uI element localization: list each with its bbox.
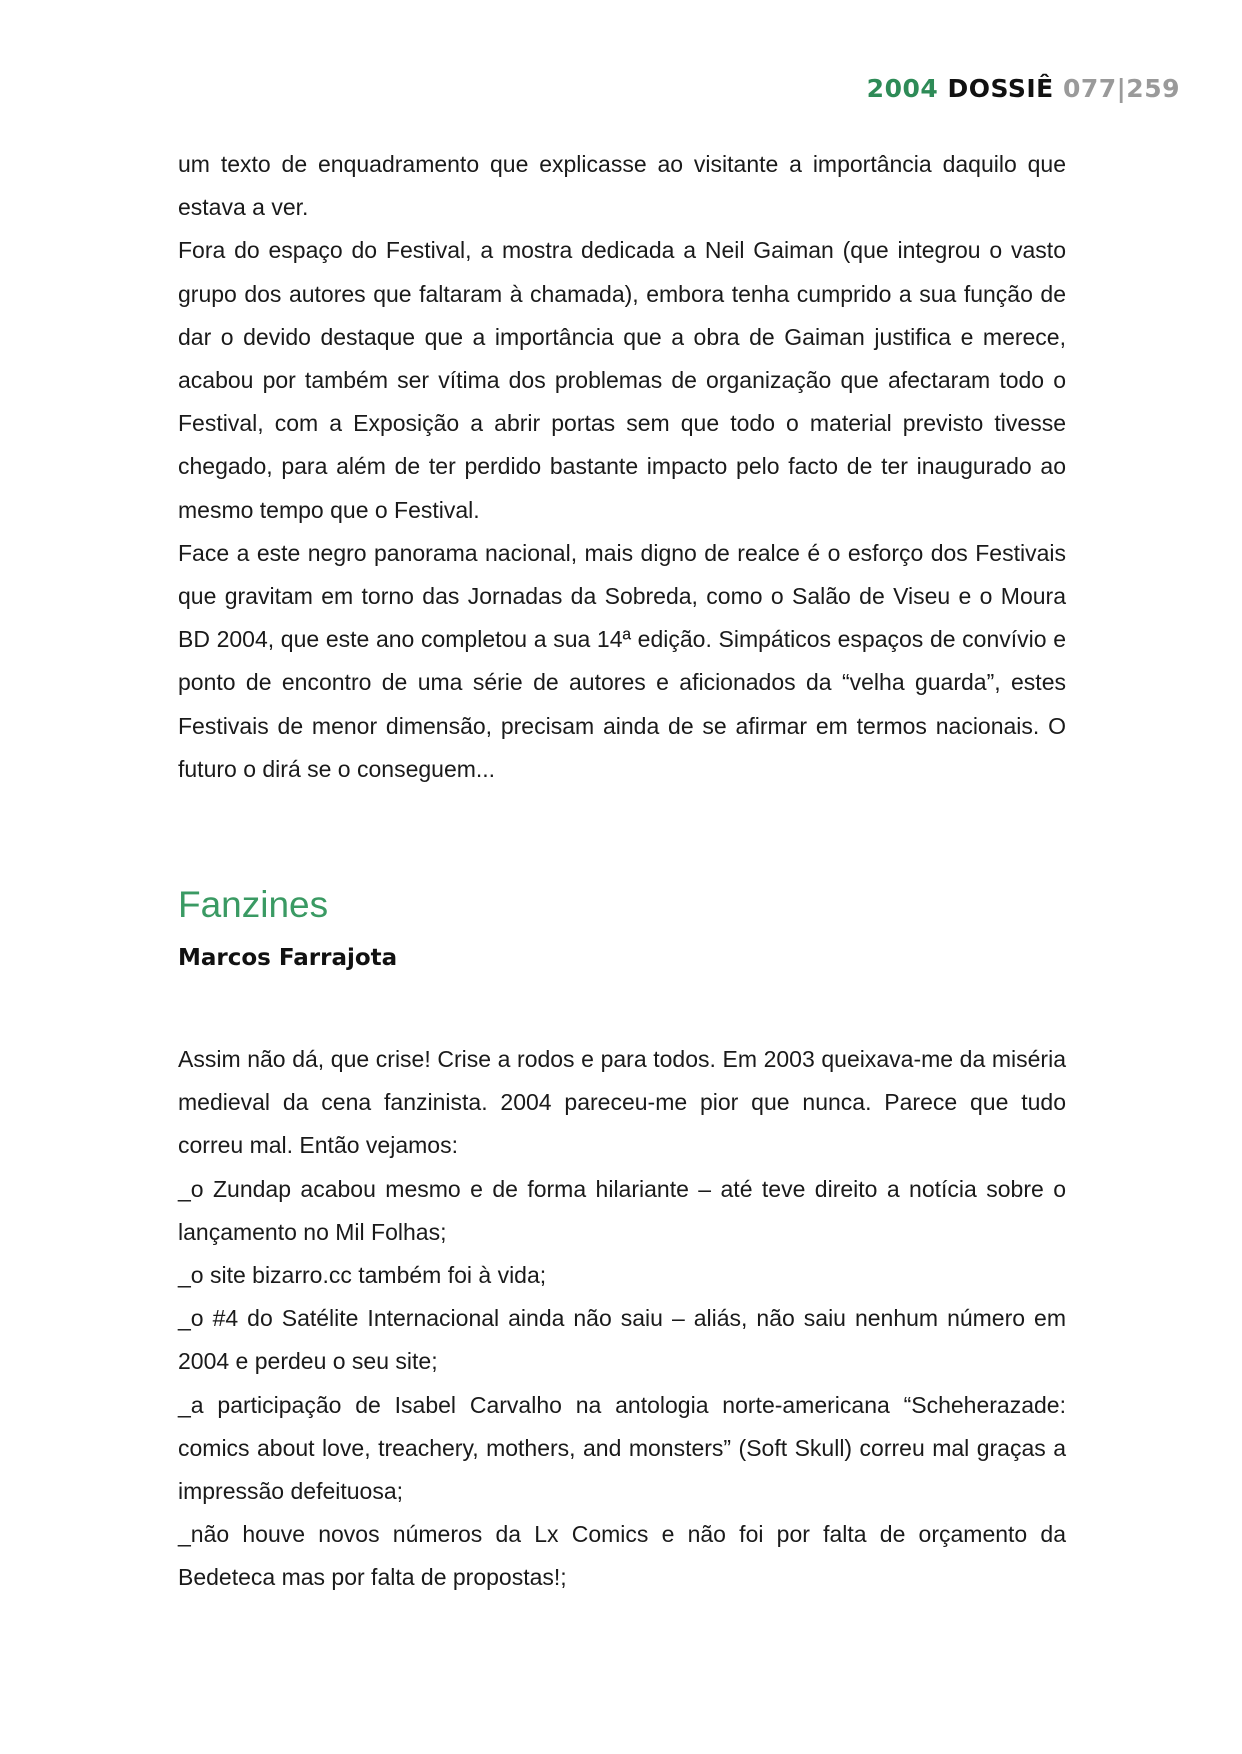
list-item: _o #4 do Satélite Internacional ainda não saiu – aliás, não saiu nenhum número em 2004 e perdeu o seu site; — [178, 1305, 1066, 1375]
list-item: _o site bizarro.cc também foi à vida; — [178, 1262, 547, 1289]
list-item: _a participação de Isabel Carvalho na antologia norte-americana “Scheherazade: comics about love, treachery, mothers, and monsters” (Soft Skull) correu mal graças a impressão defeituosa; — [178, 1391, 1066, 1505]
list-item: _o Zundap acabou mesmo e de forma hilariante – até teve direito a notícia sobre o lançamento no Mil Folhas; — [178, 1175, 1066, 1245]
header-title: DOSSIÊ — [947, 74, 1054, 103]
section-title: Fanzines — [178, 884, 329, 926]
page-header — [867, 74, 1180, 103]
header-year: 2004 — [866, 74, 939, 103]
header-page-numbers: 077|259 — [1062, 74, 1180, 103]
document-body — [178, 143, 1066, 1600]
paragraph: Assim não dá, que crise! Crise a rodos e para todos. Em 2003 queixava-me da miséria medieval da cena fanzinista. 2004 pareceu-me pior que nunca. Parece que tudo correu mal. Então vejamos: — [178, 1046, 1066, 1159]
paragraph: Face a este negro panorama nacional, mais digno de realce é o esforço dos Festivais que gravitam em torno das Jornadas da Sobreda, como o Salão de Viseu e o Moura BD 2004, que este ano completou a sua 14ª edição. Simpáticos espaços de convívio e ponto de encontro de uma série de autores e aficionados da “velha guarda”, estes Festivais de menor dimensão, precisam ainda de se afirmar em termos nacionais. O futuro o dirá se o conseguem... — [178, 539, 1066, 782]
paragraph: um texto de enquadramento que explicasse ao visitante a importância daquilo que estava a ver. — [178, 151, 1066, 221]
list-item: _não houve novos números da Lx Comics e não foi por falta de orçamento da Bedeteca mas por falta de propostas!; — [178, 1521, 1066, 1591]
section-author: Marcos Farrajota — [178, 945, 398, 972]
paragraph: Fora do espaço do Festival, a mostra dedicada a Neil Gaiman (que integrou o vasto grupo dos autores que faltaram à chamada), embora tenha cumprido a sua função de dar o devido destaque que a importância que a obra de Gaiman justifica e merece, acabou por também ser vítima dos problemas de organização que afectaram todo o Festival, com a Exposição a abrir portas sem que todo o material previsto tivesse chegado, para além de ter perdido bastante impacto pelo facto de ter inaugurado ao mesmo tempo que o Festival. — [178, 237, 1066, 523]
